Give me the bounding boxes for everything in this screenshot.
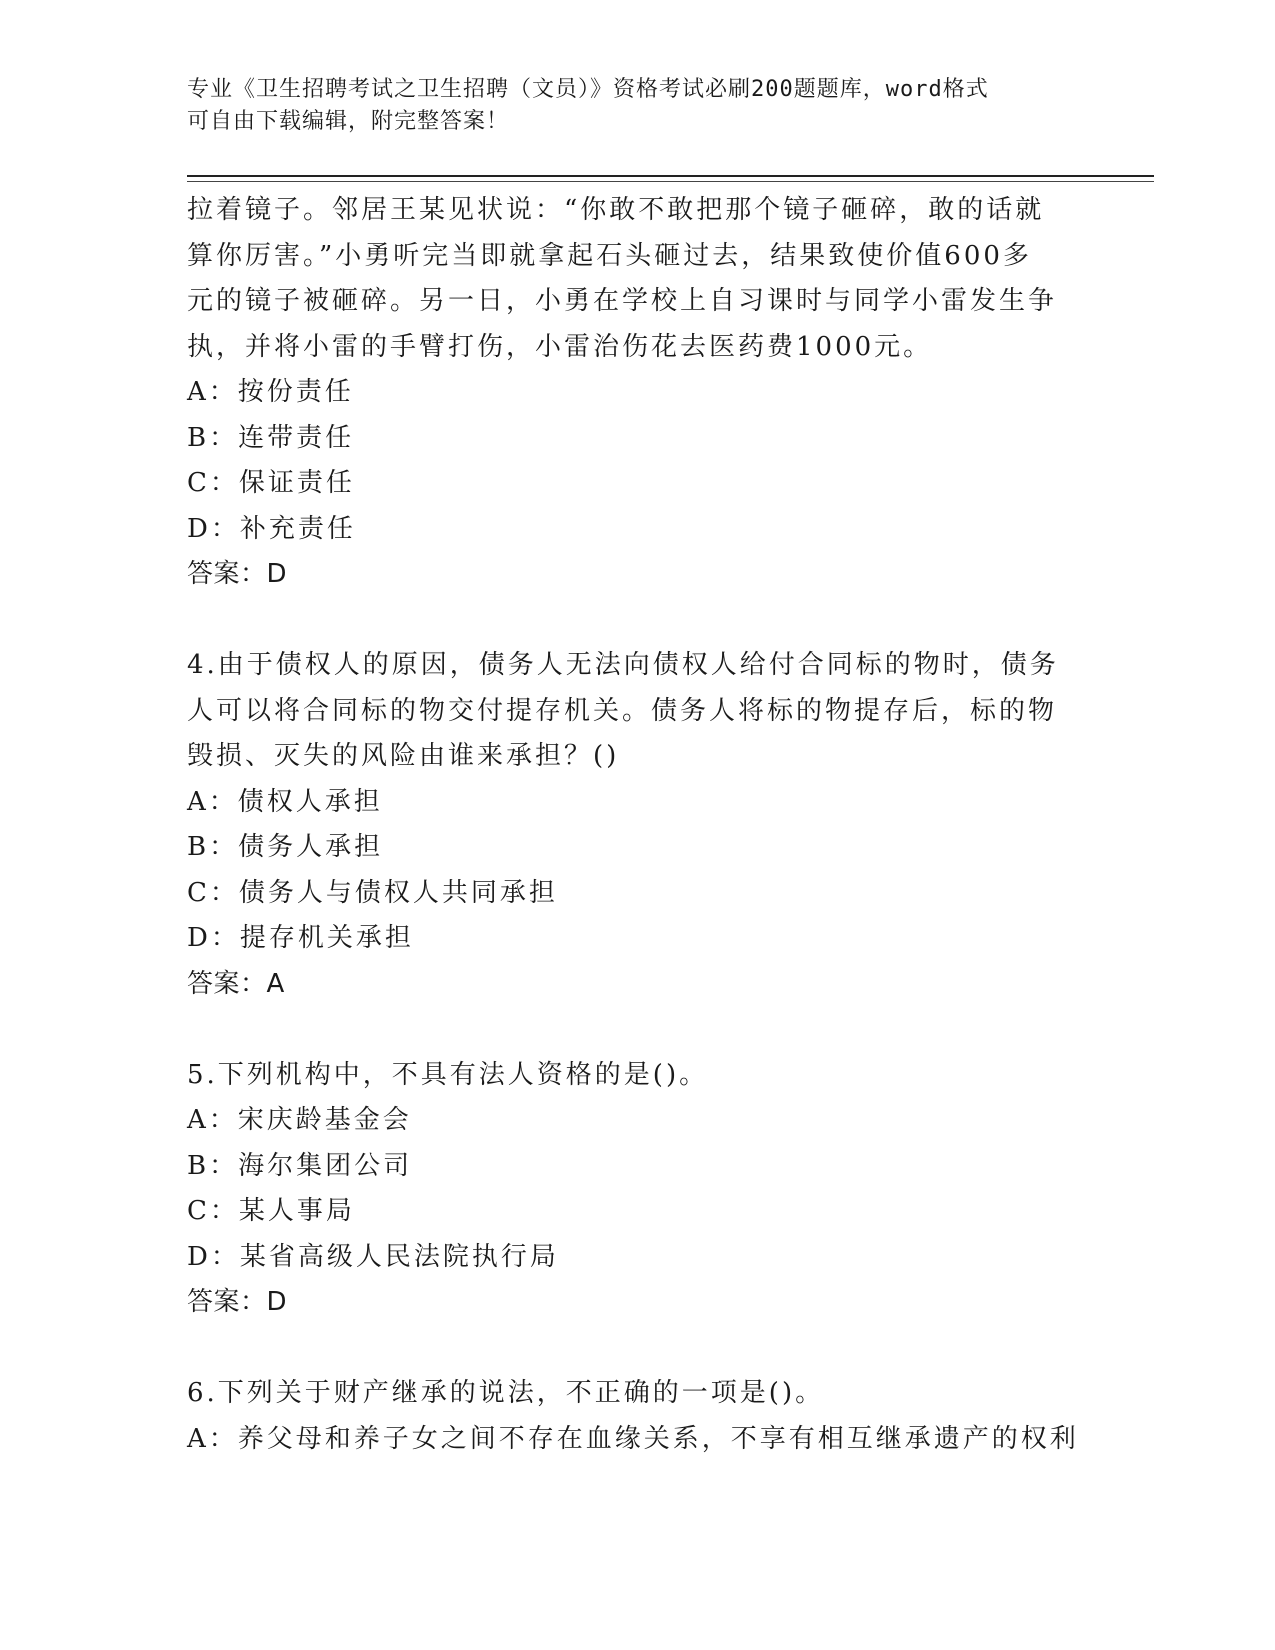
option-b: B：连带责任 bbox=[187, 422, 355, 453]
question-text-line: 人可以将合同标的物交付提存机关。债务人将标的物提存后，标的物 bbox=[187, 695, 1058, 726]
option-b: B：债务人承担 bbox=[187, 832, 384, 862]
answer-line: 答案：A bbox=[187, 968, 285, 999]
option-d: D：提存机关承担 bbox=[187, 923, 414, 953]
question-text-line: 5.下列机构中，不具有法人资格的是()。 bbox=[187, 1059, 709, 1090]
question-text-line: 元的镜子被砸碎。另一日，小勇在学校上自习课时与同学小雷发生争 bbox=[187, 286, 1058, 316]
option-a: A：按份责任 bbox=[187, 377, 354, 407]
question-4 bbox=[187, 643, 1087, 1007]
header-divider-thick bbox=[187, 175, 1154, 177]
document-body bbox=[187, 188, 1087, 1462]
page-header bbox=[187, 74, 1087, 138]
question-text-line: 执，并将小雷的手臂打伤，小雷治伤花去医药费1000元。 bbox=[187, 331, 933, 362]
question-text-line: 毁损、灭失的风险由谁来承担？() bbox=[187, 741, 620, 771]
option-c: C：某人事局 bbox=[187, 1196, 355, 1226]
header-line-2: 可自由下载编辑，附完整答案！ bbox=[187, 109, 510, 134]
question-text-line: 拉着镜子。邻居王某见状说：“你敢不敢把那个镜子砸碎，敢的话就 bbox=[187, 195, 1045, 225]
option-d: D：补充责任 bbox=[187, 513, 356, 544]
option-a: A：宋庆龄基金会 bbox=[187, 1105, 412, 1135]
answer-line: 答案：D bbox=[187, 559, 288, 589]
question-text-line: 算你厉害。”小勇听完当即就拿起石头砸过去，结果致使价值600多 bbox=[187, 240, 1032, 271]
question-text-line: 4.由于债权人的原因，债务人无法向债权人给付合同标的物时，债务 bbox=[187, 650, 1059, 680]
question-6 bbox=[187, 1371, 1087, 1462]
option-c: C：保证责任 bbox=[187, 468, 355, 498]
header-line-1: 专业《卫生招聘考试之卫生招聘（文员）》资格考试必刷200题题库，word格式 bbox=[187, 77, 989, 102]
header-divider-thin bbox=[187, 181, 1154, 182]
question-text-line: 6.下列关于财产继承的说法，不正确的一项是()。 bbox=[187, 1378, 825, 1408]
spacer bbox=[187, 1007, 1087, 1053]
spacer bbox=[187, 598, 1087, 644]
spacer bbox=[187, 1326, 1087, 1372]
answer-line: 答案：D bbox=[187, 1287, 288, 1317]
question-5 bbox=[187, 1053, 1087, 1326]
option-a: A：养父母和养子女之间不存在血缘关系，不享有相互继承遗产的权利 bbox=[187, 1423, 1079, 1454]
option-c: C：债务人与债权人共同承担 bbox=[187, 877, 558, 908]
option-d: D：某省高级人民法院执行局 bbox=[187, 1241, 559, 1272]
option-a: A：债权人承担 bbox=[187, 786, 383, 817]
option-b: B：海尔集团公司 bbox=[187, 1150, 413, 1181]
question-continuation bbox=[187, 188, 1087, 598]
